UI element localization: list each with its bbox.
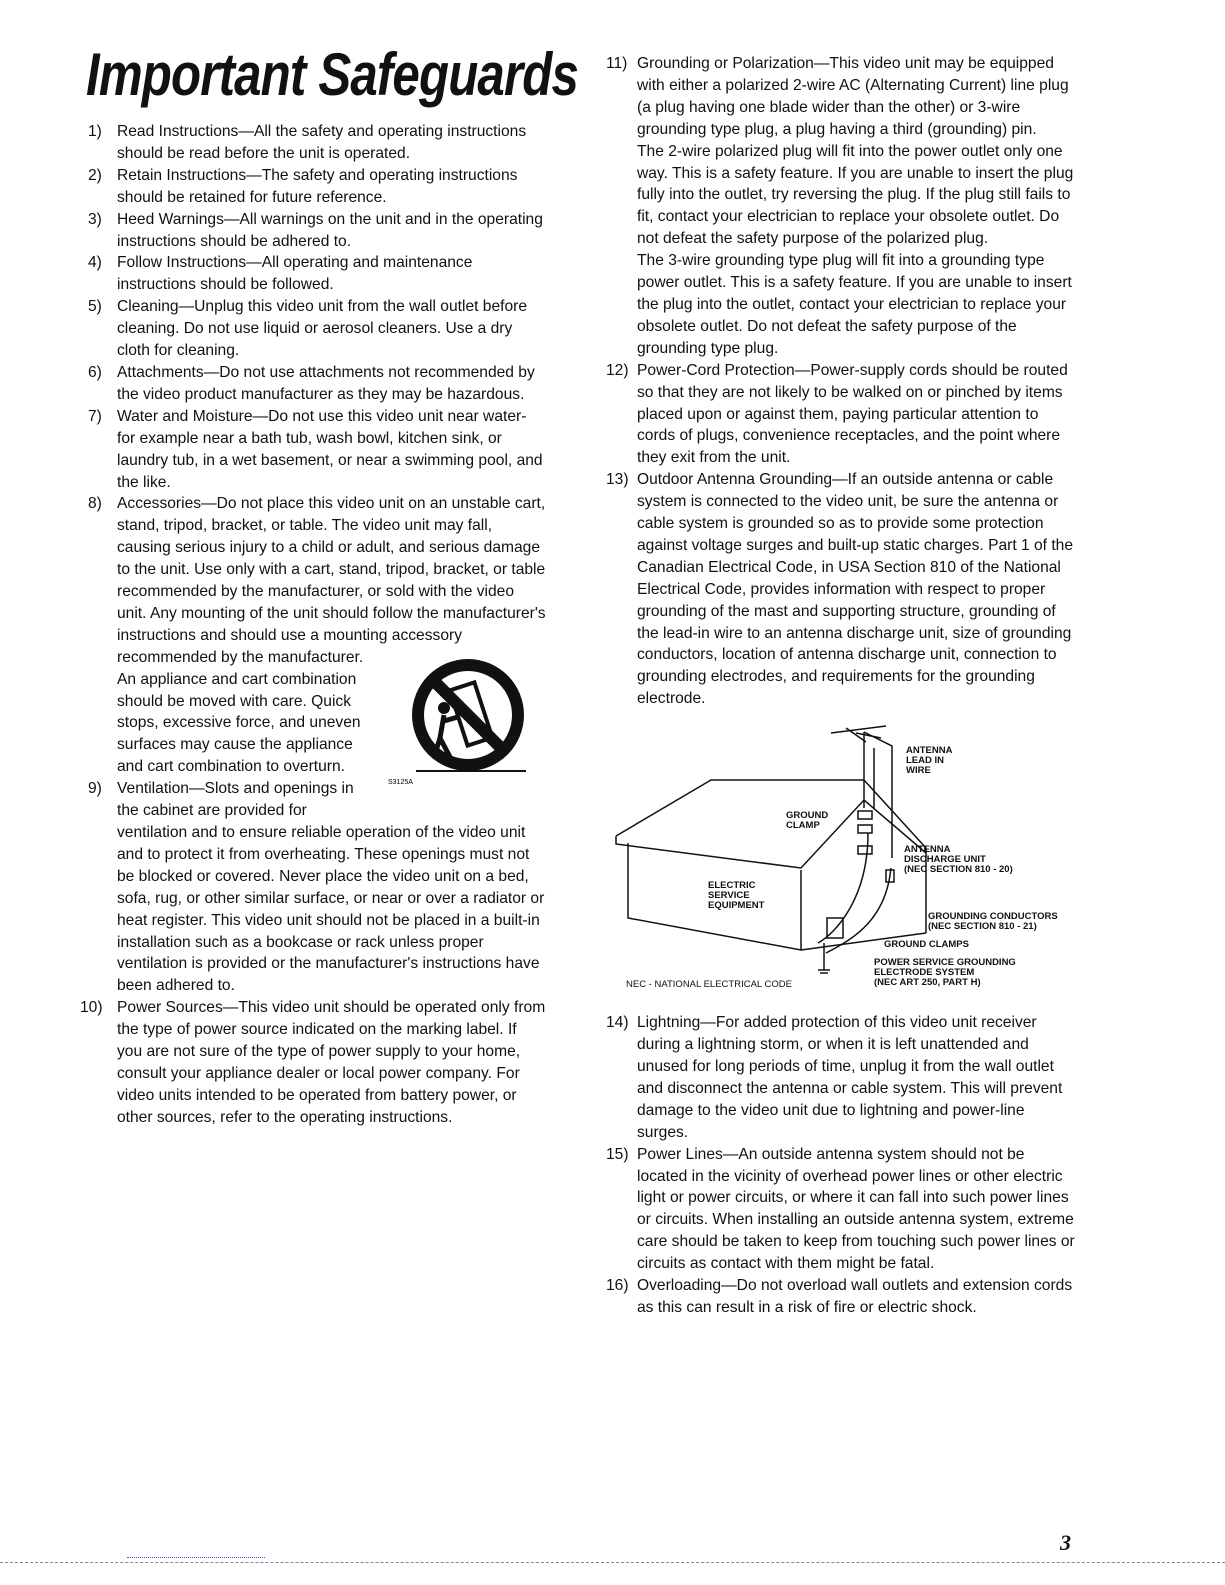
item-number: 1) (88, 123, 102, 140)
page-title: Important Safeguards (86, 41, 579, 108)
list-item (606, 469, 1076, 710)
list-item (606, 360, 1076, 470)
cart-code-label: S3125A (388, 778, 413, 786)
list-item (88, 121, 546, 165)
item-number: 8) (88, 495, 102, 513)
list-item (88, 362, 546, 406)
item-number: 14) (606, 1014, 629, 1032)
label-ground-clamp: GROUND CLAMP (786, 810, 829, 832)
item-number: 9) (88, 780, 102, 798)
list-item (88, 493, 546, 786)
item-paragraph: Outdoor Antenna Grounding—If an outside antenna or cable system is connected to the video unit, be sure the antenna or cable system is grounded so as to provide some protection against voltage surges and built-up static charges. Part 1 of the Canadian Electrical Code, in USA Section 810 of the National Electrical Code, provides information with respect to proper grounding of the mast and supporting structure, grounding of the lead-in wire to an antenna discharge unit, size of grounding conductors, location of antenna discharge unit, connection to grounding electrodes, and requirements for the grounding electrode. (637, 471, 1074, 708)
label-ground-clamps: GROUND CLAMPS (884, 939, 969, 951)
list-item (88, 252, 546, 296)
antenna-grounding-diagram (606, 718, 1076, 1003)
right-column (606, 53, 1076, 1319)
list-item (80, 997, 546, 1128)
item-number: 10) (80, 999, 103, 1017)
list-item (88, 778, 546, 997)
item-number: 15) (606, 1145, 629, 1163)
label-antenna-lead-in-wire: ANTENNA LEAD IN WIRE (906, 745, 953, 777)
list-item (606, 1144, 1076, 1275)
item-number: 12) (606, 361, 629, 379)
item-paragraph: Power-Cord Protection—Power-supply cords should be routed so that they are not likely to be walked on or pinched by items placed upon or against them, paying particular attention to cords of plugs, convenience receptacles, and the point where they exit from the unit. (637, 361, 1068, 467)
item-number: 11) (606, 55, 628, 72)
item-paragraph: The 2-wire polarized plug will fit into the power outlet only one way. This is a safety feature. If you are unable to insert the plug fully into the outlet, try reversing the plug. If the plug still fails to fit, contact your electrician to replace your obsolete outlet. Do not defeat the safety purpose of the polarized plug. (637, 142, 1074, 248)
item-number: 6) (88, 363, 102, 381)
item-text: Overloading—Do not overload wall outlets and extension cords as this can result in a risk of fire or electric shock. (637, 1277, 1073, 1316)
label-nec-note: NEC - NATIONAL ELECTRICAL CODE (626, 979, 792, 991)
left-column (80, 121, 546, 1129)
item-paragraph: Grounding or Polarization—This video unit may be equipped with either a polarized 2-wire AC (Alternating Current) line plug (a plug having one blade wider than the other) or 3-wire grounding type plug, a plug having a third (grounding) pin. (637, 55, 1069, 138)
item-number: 4) (88, 254, 102, 272)
item-number: 7) (88, 407, 102, 425)
item-text: Heed Warnings—All warnings on the unit and in the operating instructions should be adhered to. (117, 210, 543, 250)
item-paragraph: The 3-wire grounding type plug will fit into a grounding type power outlet. This is a safety feature. If you are unable to insert the plug into the outlet, contact your electrician to replace your obsolete outlet. Do not defeat the safety purpose of the grounding type plug. (637, 252, 1072, 357)
page-number: 3 (1060, 1530, 1071, 1555)
item-number: 2) (88, 166, 102, 184)
item-number: 16) (606, 1277, 629, 1295)
item-text: Attachments—Do not use attachments not recommended by the video product manufacturer as they may be hazardous. (117, 363, 535, 403)
item-text: Water and Moisture—Do not use this video unit near water- for example near a bath tub, wash bowl, kitchen sink, or laundry tub, in a wet basement, or near a swimming pool, and the like. (117, 407, 543, 491)
item-text: An appliance and cart combination should be moved with care. Quick stops, excessive force, and uneven surfaces may cause the appliance and cart combination to overturn. (117, 670, 361, 776)
item-text: Power Lines—An outside antenna system should not be located in the vicinity of overhead power lines or other electric light or power circuits, or where it can fall into such power lines or circuits. When installing an outside antenna system, extreme care should be taken to keep from touching such power lines or circuits as contact with them might be fatal. (637, 1145, 1075, 1273)
item-number: 5) (88, 298, 102, 316)
label-grounding-conductors: GROUNDING CONDUCTORS (NEC SECTION 810 - 21) (928, 911, 1058, 933)
list-item (606, 1275, 1076, 1319)
item-text: Lightning—For added protection of this video unit receiver during a lightning storm, or when it is left unattended and unused for long periods of time, unplug it from the wall outlet and disconnect the antenna or cable system. This will prevent damage to the video unit due to lightning and power-line surges. (637, 1014, 1063, 1141)
item-text: Follow Instructions—All operating and maintenance instructions should be followed. (117, 254, 473, 294)
list-item (88, 406, 546, 494)
link-underline (127, 1557, 265, 1558)
label-power-service-grounding: POWER SERVICE GROUNDING ELECTRODE SYSTEM (NEC ART 250, PART H) (874, 957, 1016, 989)
label-electric-service-equipment: ELECTRIC SERVICE EQUIPMENT (708, 880, 765, 912)
list-item (606, 1012, 1076, 1143)
item-text: Accessories—Do not place this video unit on an unstable cart, stand, tripod, bracket, or table. The video unit may fall, causing serious injury to a child or adult, and serious damage to the unit. Use only with a cart, stand, tripod, bracket, or table recommended by the manufacturer, or sold with the video unit. Any mounting of the unit should follow the manufacturer's instructions and should use a mounting accessory recommended by the manufacturer. (117, 495, 546, 666)
list-item (88, 209, 546, 253)
item-number: 13) (606, 471, 629, 489)
item-text: Read Instructions—All the safety and operating instructions should be read before the unit is operated. (117, 123, 527, 162)
item-text: Power Sources—This video unit should be operated only from the type of power source indicated on the marking label. If you are not sure of the type of power supply to your home, consult your appliance dealer or local power company. For video units intended to be operated from battery power, or other sources, refer to the operating instructions. (117, 999, 546, 1126)
item-text: Retain Instructions—The safety and operating instructions should be retained for future reference. (117, 166, 518, 206)
item-number: 3) (88, 210, 102, 228)
list-item (606, 53, 1076, 360)
page-bottom-divider (0, 1562, 1225, 1563)
item-text: Cleaning—Unplug this video unit from the wall outlet before cleaning. Do not use liquid or aerosol cleaners. Use a dry cloth for cleaning. (117, 298, 527, 360)
list-item (88, 165, 546, 209)
list-item (88, 296, 546, 362)
label-antenna-discharge-unit: ANTENNA DISCHARGE UNIT (NEC SECTION 810 - 20) (904, 844, 1013, 876)
item-text: Ventilation—Slots and openings in the cabinet are provided for ventilation and to ensure reliable operation of the video unit and to protect it from overheating. These openings must not be blocked or covered. Never place the video unit on a bed, sofa, rug, or other similar surface, or near or over a radiator or heat register. This video unit should not be placed in a built-in installation such as a bookcase or rack unless proper ventilation is provided or the manufacturer's instructions have been adhered to. (117, 780, 545, 995)
